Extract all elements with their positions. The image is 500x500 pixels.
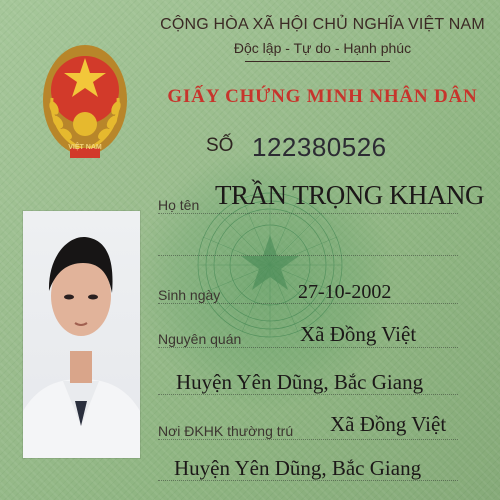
origin-label: Nguyên quán bbox=[158, 331, 242, 347]
name-value: TRẦN TRỌNG KHANG bbox=[215, 180, 485, 210]
residence-value-line1: Xã Đồng Việt bbox=[330, 412, 447, 436]
origin-value-line1: Xã Đồng Việt bbox=[300, 322, 417, 346]
id-number-label: SỐ bbox=[206, 135, 234, 156]
residence-dotted-line bbox=[158, 439, 458, 440]
portrait-person-icon bbox=[23, 211, 140, 458]
name-label: Họ tên bbox=[158, 197, 200, 213]
dob-label: Sinh ngày bbox=[158, 287, 221, 303]
dob-value: 27-10-2002 bbox=[298, 281, 392, 303]
country-line: CỘNG HÒA XÃ HỘI CHỦ NGHĨA VIỆT NAM bbox=[160, 16, 485, 33]
residence-second-dotted-line bbox=[158, 480, 458, 481]
origin-second-dotted-line bbox=[158, 394, 458, 395]
motto-line: Độc lập - Tự do - Hạnh phúc bbox=[233, 40, 412, 56]
document-title: GIẤY CHỨNG MINH NHÂN DÂN bbox=[167, 86, 478, 107]
portrait-photo bbox=[23, 211, 140, 458]
origin-dotted-line bbox=[158, 347, 458, 348]
id-number-value: 122380526 bbox=[252, 132, 387, 162]
origin-value-line2: Huyện Yên Dũng, Bắc Giang bbox=[176, 370, 424, 394]
residence-value-line2: Huyện Yên Dũng, Bắc Giang bbox=[174, 456, 422, 480]
name-dotted-line bbox=[158, 213, 458, 214]
name-second-dotted-line bbox=[158, 255, 458, 256]
residence-label: Nơi ĐKHK thường trú bbox=[158, 423, 294, 439]
emblem-label: VIỆT NAM bbox=[68, 144, 102, 151]
motto-underline bbox=[245, 61, 390, 62]
